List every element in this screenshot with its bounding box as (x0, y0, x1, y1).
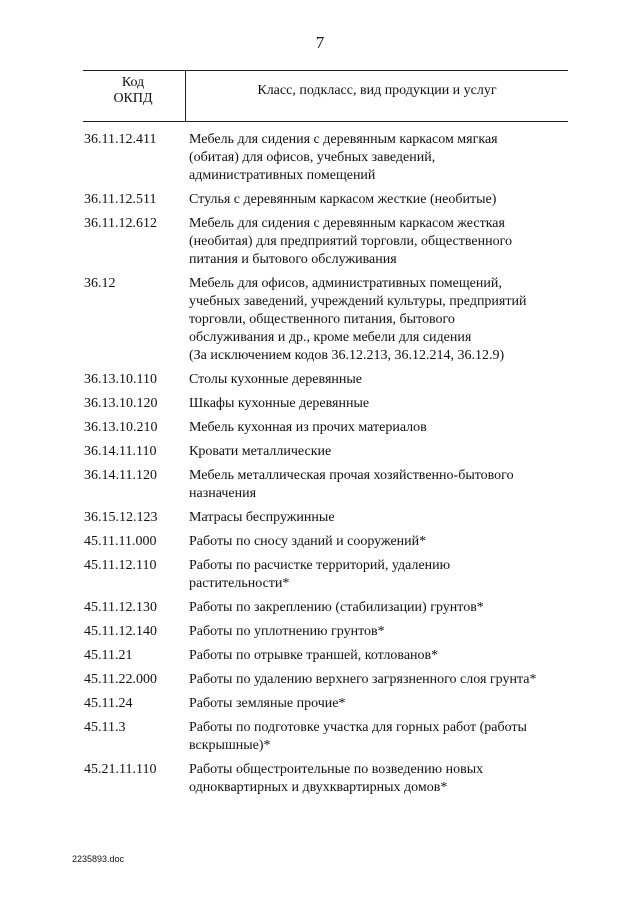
row-code: 36.14.11.120 (84, 468, 157, 483)
row-code: 36.13.10.110 (84, 372, 157, 387)
table-row (83, 509, 568, 527)
table-row (83, 599, 568, 617)
table-row (83, 533, 568, 551)
row-description: Мебель для сидения с деревянным каркасом жесткая (необитая) для предприятий торговли, общественного питания и бытового обслуживания (189, 216, 512, 267)
table-row (83, 647, 568, 665)
row-description: Работы по закреплению (стабилизации) грунтов* (189, 600, 484, 615)
table-row (83, 623, 568, 641)
row-description: Работы по удалению верхнего загрязненного слоя грунта* (189, 672, 537, 687)
row-description: Работы по сносу зданий и сооружений* (189, 534, 427, 549)
row-code: 45.11.12.130 (84, 600, 157, 615)
row-code: 45.11.3 (84, 720, 126, 735)
row-code: 36.12 (84, 276, 116, 291)
table-row (83, 275, 568, 365)
row-description: Мебель для сидения с деревянным каркасом мягкая (обитая) для офисов, учебных заведений, административных помещений (189, 132, 498, 183)
table-row (83, 419, 568, 437)
row-code: 36.11.12.612 (84, 216, 157, 231)
row-description: Мебель металлическая прочая хозяйственно-бытового назначения (189, 468, 514, 501)
table-row (83, 191, 568, 209)
table-row (83, 695, 568, 713)
table-row (83, 761, 568, 797)
table-row (83, 371, 568, 389)
row-description: Работы по уплотнению грунтов* (189, 624, 385, 639)
row-code: 45.11.12.140 (84, 624, 157, 639)
header-code-line2: ОКПД (113, 91, 153, 106)
row-code: 36.15.12.123 (84, 510, 158, 525)
table-row (83, 131, 568, 185)
table-row (83, 215, 568, 269)
page-number: 7 (315, 33, 325, 52)
header-code-line1: Код (121, 75, 145, 90)
table-row (83, 395, 568, 413)
table-row (83, 467, 568, 503)
table-header (83, 70, 568, 122)
table-row (83, 719, 568, 755)
table-row (83, 557, 568, 593)
row-description: Мебель для офисов, административных помещений, учебных заведений, учреждений культуры, предприятий торговли, общественного питания, бытового обслуживания и др., кроме мебели для сидения (За исключением кодов 36.12.213, 36.12.214, 36.12.9) (189, 276, 527, 363)
row-code: 45.11.24 (84, 696, 133, 711)
row-description: Работы земляные прочие* (189, 696, 346, 711)
header-name: Класс, подкласс, вид продукции и услуг (257, 83, 497, 98)
table-body (83, 131, 568, 797)
row-description: Матрасы беспружинные (189, 510, 335, 525)
row-code: 45.11.21 (84, 648, 133, 663)
row-description: Работы по подготовке участка для горных работ (работы вскрышные)* (189, 720, 527, 753)
header-code (83, 75, 183, 107)
row-code: 36.11.12.511 (84, 192, 157, 207)
row-description: Столы кухонные деревянные (189, 372, 362, 387)
row-description: Работы по отрывке траншей, котлованов* (189, 648, 439, 663)
row-code: 36.14.11.110 (84, 444, 157, 459)
table-row (83, 671, 568, 689)
row-code: 45.11.12.110 (84, 558, 157, 573)
row-code: 45.21.11.110 (84, 762, 157, 777)
row-description: Работы по расчистке территорий, удалению растительности* (189, 558, 451, 591)
row-description: Работы общестроительные по возведению новых одноквартирных и двухквартирных домов* (189, 762, 484, 795)
row-description: Мебель кухонная из прочих материалов (189, 420, 427, 435)
row-code: 45.11.11.000 (84, 534, 157, 549)
okpd-table (83, 70, 568, 803)
row-code: 36.13.10.120 (84, 396, 158, 411)
row-description: Стулья с деревянным каркасом жесткие (необитые) (189, 192, 497, 207)
row-code: 36.11.12.411 (84, 132, 157, 147)
row-code: 45.11.22.000 (84, 672, 157, 687)
table-row (83, 443, 568, 461)
footer-filename: 2235893.doc (72, 854, 125, 864)
row-description: Кровати металлические (189, 444, 332, 459)
row-code: 36.13.10.210 (84, 420, 158, 435)
row-description: Шкафы кухонные деревянные (189, 396, 370, 411)
